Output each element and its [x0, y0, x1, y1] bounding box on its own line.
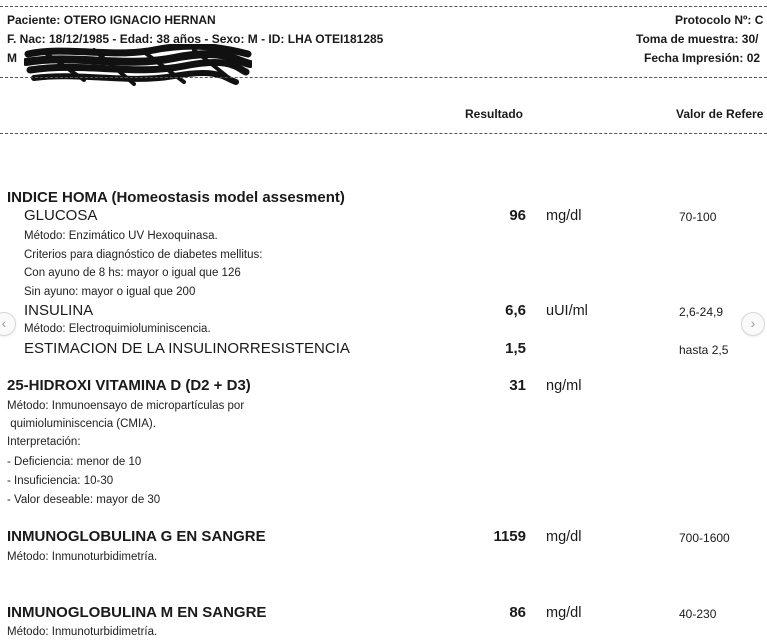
glucosa-note-3: Sin ayuno: mayor o igual que 200: [24, 286, 196, 298]
igm-value: 86: [509, 604, 526, 621]
vitd-line-3: Interpretación:: [7, 436, 81, 448]
glucosa-name: GLUCOSA: [24, 207, 98, 224]
top-divider: [0, 6, 767, 7]
protocol-number: Protocolo Nº: C: [675, 13, 764, 27]
insulina-unit: uUI/ml: [546, 303, 588, 319]
insulina-value: 6,6: [505, 302, 526, 319]
igg-title: INMUNOGLOBULINA G EN SANGRE: [7, 528, 266, 545]
igm-title: INMUNOGLOBULINA M EN SANGRE: [7, 604, 267, 621]
igm-unit: mg/dl: [546, 605, 582, 621]
patient-name: Paciente: OTERO IGNACIO HERNAN: [7, 13, 216, 27]
igg-unit: mg/dl: [546, 529, 582, 545]
header-divider: [0, 77, 767, 78]
column-result: Resultado: [465, 107, 524, 121]
insulina-name: INSULINA: [24, 302, 94, 319]
columns-divider: [0, 133, 767, 134]
igm-reference: 40-230: [679, 607, 717, 621]
vitd-title: 25-HIDROXI VITAMINA D (D2 + D3): [7, 377, 251, 394]
estimacion-value: 1,5: [505, 340, 526, 357]
vitd-unit: ng/ml: [546, 378, 582, 394]
igg-reference: 700-1600: [679, 531, 730, 545]
next-image-button[interactable]: [741, 312, 765, 336]
print-date: Fecha Impresión: 02: [644, 51, 761, 65]
redacted-line-prefix: M: [7, 51, 17, 65]
glucosa-value: 96: [509, 207, 526, 224]
homa-title: INDICE HOMA (Homeostasis model assesment): [7, 189, 345, 206]
vitd-line-2: quimioluminiscencia (CMIA).: [7, 418, 156, 430]
vitd-line-4: - Deficiencia: menor de 10: [7, 456, 142, 468]
vitd-line-1: Método: Inmunoensayo de micropartículas por: [7, 400, 245, 412]
igg-value: 1159: [493, 528, 526, 545]
redaction-scribble: [24, 44, 252, 92]
column-reference: Valor de Refere: [676, 107, 764, 121]
glucosa-note-2: Con ayuno de 8 hs: mayor o igual que 126: [24, 267, 241, 279]
vitd-line-5: - Insuficiencia: 10-30: [7, 475, 114, 487]
prev-image-button[interactable]: [0, 312, 16, 336]
glucosa-method: Método: Enzimático UV Hexoquinasa.: [24, 230, 218, 242]
estimacion-reference: hasta 2,5: [679, 343, 729, 357]
insulina-reference: 2,6-24,9: [679, 305, 724, 319]
glucosa-unit: mg/dl: [546, 208, 582, 224]
vitd-line-6: - Valor deseable: mayor de 30: [7, 494, 161, 506]
sample-date: Toma de muestra: 30/: [636, 32, 759, 46]
insulina-method: Método: Electroquimioluminiscencia.: [24, 323, 211, 335]
chevron-right-icon: ›: [750, 315, 756, 331]
patient-details: F. Nac: 18/12/1985 - Edad: 38 años - Sexo: M - ID: LHA OTEI181285: [7, 32, 384, 46]
chevron-left-icon: ‹: [1, 315, 7, 331]
estimacion-name: ESTIMACION DE LA INSULINORRESISTENCIA: [24, 340, 350, 357]
igg-method: Método: Inmunoturbidimetría.: [7, 551, 158, 563]
glucosa-reference: 70-100: [679, 210, 717, 224]
glucosa-note-1: Criterios para diagnóstico de diabetes mellitus:: [24, 249, 263, 261]
igm-method: Método: Inmunoturbidimetría.: [7, 626, 158, 638]
vitd-value: 31: [509, 377, 526, 394]
